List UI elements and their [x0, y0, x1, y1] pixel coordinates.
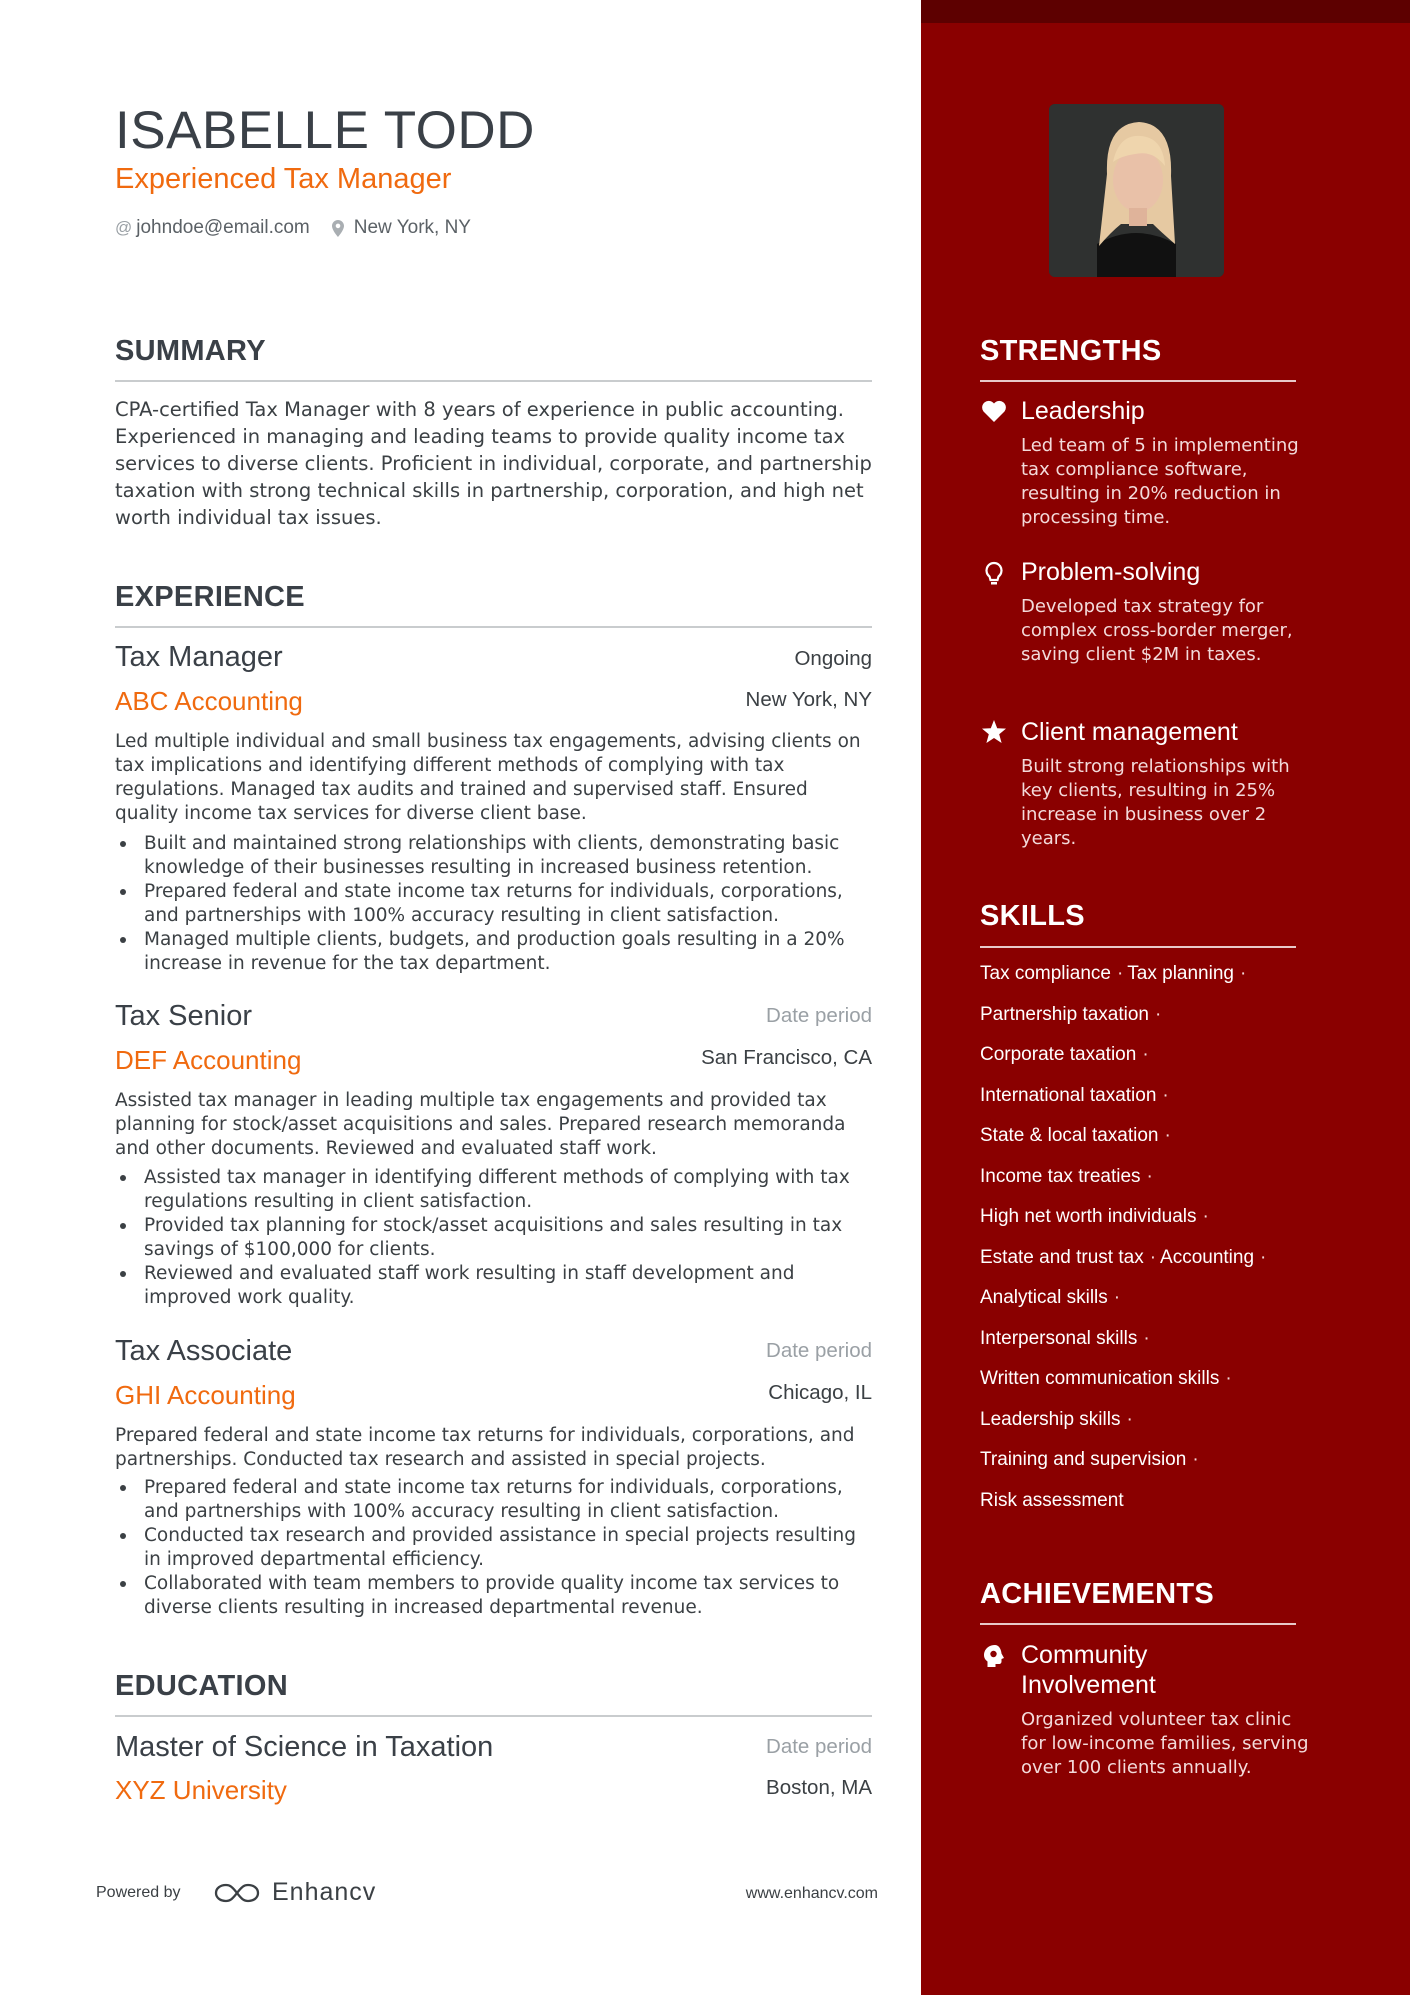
skill-separator: · — [1146, 1165, 1153, 1187]
skill-separator: · — [1142, 1044, 1149, 1065]
skill-tag: Risk assessment — [980, 1489, 1124, 1511]
footer-url[interactable]: www.enhancv.com — [745, 1885, 878, 1902]
achievement-title: Community Involvement — [1021, 1641, 1156, 1699]
job-bullet: Collaborated with team members to provide quality income tax services to diverse clients resulting in increased departmental revenue. — [115, 1572, 875, 1620]
footer-brand-name: Enhancv — [272, 1878, 377, 1906]
achievement-desc: Organized volunteer tax clinic for low-income families, serving over 100 clients annually. — [1021, 1709, 1309, 1778]
contact-info — [115, 217, 471, 239]
skill-separator: · — [1192, 1449, 1199, 1470]
job-bullets — [115, 1166, 875, 1310]
strengths-divider — [980, 380, 1296, 382]
skill-separator: · — [1155, 1003, 1162, 1025]
location-pin-icon — [332, 220, 344, 237]
heart-icon — [980, 397, 1008, 425]
footer-brand-logo[interactable] — [214, 1878, 376, 1907]
candidate-name: ISABELLE TODD — [115, 101, 535, 160]
strength-title: Problem-solving — [1021, 558, 1201, 586]
skill-tag: High net worth individuals — [980, 1206, 1197, 1227]
skills-row — [980, 1368, 1300, 1409]
skill-separator: · — [1260, 1246, 1267, 1268]
job-bullets — [115, 832, 875, 976]
job-description: Assisted tax manager in leading multiple tax engagements and provided tax planning for stock/asset acquisitions and sales. Prepared research memoranda and other documents. Reviewed and evaluated staff work. — [115, 1090, 846, 1159]
job-bullets — [115, 1476, 875, 1620]
skill-tag: Estate and trust tax — [980, 1246, 1144, 1268]
strength-title: Client management — [1021, 718, 1238, 746]
job-bullet: Reviewed and evaluated staff work resulting in staff development and improved work quality. — [115, 1262, 875, 1310]
skill-tag: Accounting — [1160, 1246, 1255, 1268]
job-description: Led multiple individual and small business tax engagements, advising clients on tax implications and identifying different methods of complying with tax regulations. Managed tax audits and trained and supervised staff. Ensured quality income tax services for diverse client base. — [115, 731, 861, 824]
job-bullet: Managed multiple clients, budgets, and production goals resulting in a 20% increase in revenue for the tax department. — [115, 928, 875, 976]
education-location: Boston, MA — [766, 1776, 872, 1799]
education-school: XYZ University — [115, 1775, 287, 1805]
strength-desc: Built strong relationships with key clients, resulting in 25% increase in business over 2 years. — [1021, 756, 1290, 849]
skills-row — [980, 1085, 1300, 1126]
strength-title: Leadership — [1021, 397, 1145, 425]
enhancv-logo-icon — [214, 1882, 260, 1904]
skills-row — [980, 1004, 1300, 1045]
skill-separator: · — [1113, 1287, 1121, 1308]
skill-separator: · — [1162, 1084, 1169, 1106]
education-heading: EDUCATION — [115, 1670, 288, 1702]
skill-tag: Income tax treaties — [980, 1165, 1141, 1187]
skills-row — [980, 1125, 1300, 1166]
achievements-heading: ACHIEVEMENTS — [980, 1578, 1215, 1610]
head-icon — [980, 1642, 1008, 1670]
job-role: Tax Manager — [115, 641, 283, 673]
skill-tag: Partnership taxation — [980, 1003, 1149, 1025]
skill-separator: · — [1164, 1125, 1171, 1146]
skill-separator: · — [1149, 1246, 1157, 1268]
strengths-heading: STRENGTHS — [980, 335, 1162, 367]
job-location: New York, NY — [745, 688, 872, 711]
skill-tag: Tax compliance — [980, 963, 1111, 984]
job-bullet: Conducted tax research and provided assistance in special projects resulting in improved departmental efficiency. — [115, 1524, 875, 1572]
contact-email[interactable]: johndoe@email.com — [136, 217, 310, 238]
education-divider — [115, 1715, 872, 1717]
job-company: ABC Accounting — [115, 686, 303, 716]
star-icon — [980, 718, 1008, 746]
skill-tag: Written communication skills — [980, 1368, 1220, 1389]
skill-tag: Corporate taxation — [980, 1044, 1137, 1065]
skill-tag: Leadership skills — [980, 1408, 1121, 1430]
strength-desc: Developed tax strategy for complex cross-border merger, saving client $2M in taxes. — [1021, 596, 1293, 665]
job-company: DEF Accounting — [115, 1045, 302, 1075]
job-period: Date period — [766, 1004, 872, 1027]
job-location: San Francisco, CA — [701, 1046, 872, 1069]
experience-heading: EXPERIENCE — [115, 581, 305, 613]
job-role: Tax Associate — [115, 1335, 293, 1367]
at-icon: @ — [115, 218, 133, 237]
job-company: GHI Accounting — [115, 1380, 296, 1410]
achievements-divider — [980, 1623, 1296, 1625]
skill-tag: Tax planning — [1127, 963, 1234, 984]
contact-location-text: New York, NY — [353, 217, 471, 238]
job-bullet: Assisted tax manager in identifying different methods of complying with tax regulations resulting in client satisfaction. — [115, 1166, 875, 1214]
skills-row — [980, 1490, 1300, 1531]
skills-row — [980, 1287, 1300, 1328]
job-bullet: Prepared federal and state income tax returns for individuals, corporations, and partnerships with 100% accuracy resulting in client satisfaction. — [115, 1476, 875, 1524]
job-location: Chicago, IL — [768, 1381, 872, 1404]
skills-row — [980, 1328, 1300, 1369]
skills-divider — [980, 946, 1296, 948]
job-bullet: Built and maintained strong relationships with clients, demonstrating basic knowledge of their businesses resulting in increased business retention. — [115, 832, 875, 880]
skill-tag: Interpersonal skills — [980, 1327, 1138, 1349]
skills-row — [980, 963, 1300, 1004]
footer-powered-by: Powered by — [96, 1884, 181, 1901]
job-description: Prepared federal and state income tax returns for individuals, corporations, and partnerships. Conducted tax research and assisted in special projects. — [115, 1425, 855, 1470]
experience-divider — [115, 626, 872, 628]
skill-separator: · — [1143, 1327, 1150, 1349]
profile-photo — [1049, 104, 1224, 277]
skill-separator: · — [1126, 1408, 1133, 1430]
skill-separator: · — [1202, 1206, 1209, 1227]
strength-desc: Led team of 5 in implementing tax compliance software, resulting in 20% reduction in processing time. — [1021, 435, 1299, 528]
contact-location — [332, 217, 471, 239]
skills-row — [980, 1449, 1300, 1490]
candidate-title: Experienced Tax Manager — [115, 163, 452, 195]
skill-tag: Analytical skills — [980, 1287, 1108, 1308]
summary-text: CPA-certified Tax Manager with 8 years of experience in public accounting. Experienced in managing and leading teams to provide quality income tax services to diverse clients. Proficient in individual, corporate, and partnership taxation with strong technical skills in partnership, corporation, and high net worth individual tax issues. — [115, 398, 872, 529]
summary-heading: SUMMARY — [115, 335, 266, 367]
skill-separator: · — [1239, 963, 1247, 984]
skills-row — [980, 1044, 1300, 1085]
job-period: Ongoing — [794, 647, 872, 670]
job-role: Tax Senior — [115, 1000, 253, 1032]
skill-tag: State & local taxation — [980, 1125, 1159, 1146]
sidebar-top-band — [921, 0, 1410, 23]
education-degree: Master of Science in Taxation — [115, 1731, 494, 1763]
sidebar — [921, 0, 1410, 1995]
lightbulb-icon — [980, 560, 1008, 588]
skills-row — [980, 1247, 1300, 1288]
summary-divider — [115, 380, 872, 382]
skill-separator: · — [1116, 963, 1124, 984]
skill-tag: International taxation — [980, 1084, 1157, 1106]
job-bullet: Prepared federal and state income tax returns for individuals, corporations, and partnerships with 100% accuracy resulting in client satisfaction. — [115, 880, 875, 928]
education-period: Date period — [766, 1735, 872, 1758]
skills-row — [980, 1409, 1300, 1450]
job-period: Date period — [766, 1339, 872, 1362]
skills-heading: SKILLS — [980, 900, 1085, 932]
skills-row — [980, 1166, 1300, 1207]
skills-row — [980, 1206, 1300, 1247]
skill-tag: Training and supervision — [980, 1449, 1187, 1470]
skill-separator: · — [1225, 1368, 1232, 1389]
job-bullet: Provided tax planning for stock/asset acquisitions and sales resulting in tax savings of $100,000 for clients. — [115, 1214, 875, 1262]
profile-photo-illustration — [1049, 104, 1224, 277]
skills-list — [980, 963, 1300, 1530]
